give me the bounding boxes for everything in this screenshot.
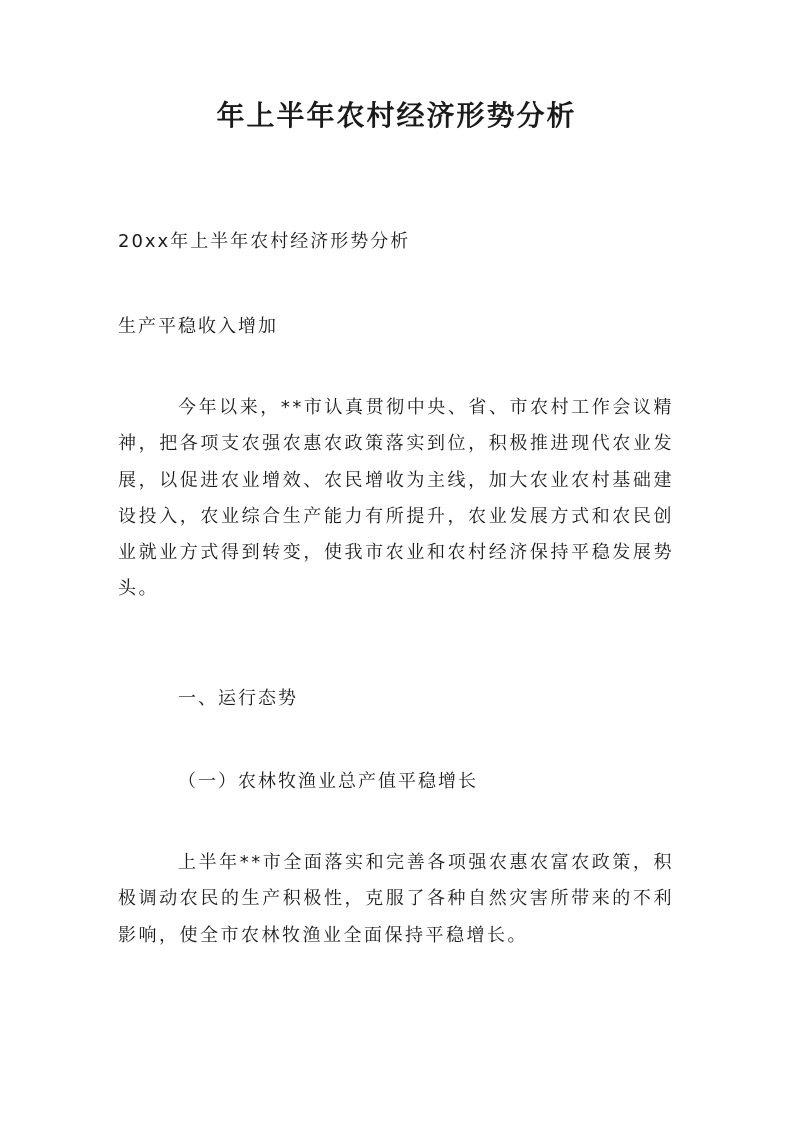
document-subtitle: 20xx年上半年农村经济形势分析: [118, 231, 411, 252]
intro-paragraph: 今年以来，**市认真贯彻中央、省、市农村工作会议精神，把各项支农强农惠农政策落实到位，积极推进现代农业发展，以促进农业增效、农民增收为主线，加大农业农村基础建设投入，农业综合生产能力有所提升，农业发展方式和农民创业就业方式得到转变，使我市农业和农村经济保持平稳发展势头。: [118, 397, 674, 600]
document-title: 年上半年农村经济形势分析: [216, 99, 577, 132]
body-paragraph: 上半年**市全面落实和完善各项强农惠农富农政策，积极调动农民的生产积极性，克服了各种自然灾害所带来的不利影响，使全市农林牧渔业全面保持平稳增长。: [118, 852, 674, 946]
heading-level-1: 一、运行态势: [178, 688, 298, 709]
section-tagline: 生产平稳收入增加: [118, 316, 278, 337]
heading-level-2: （一）农林牧渔业总产值平稳增长: [178, 771, 478, 792]
